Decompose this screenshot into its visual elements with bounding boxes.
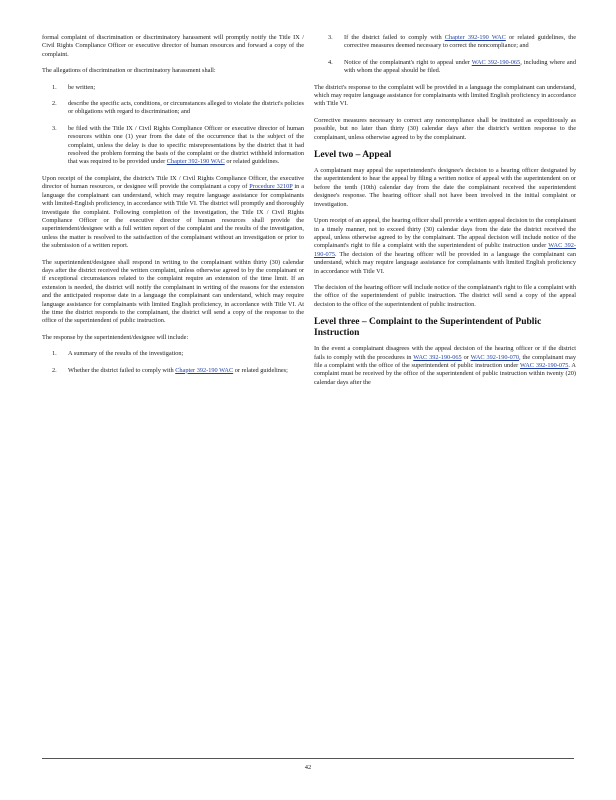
list-text: A summary of the results of the investigation; [68,350,184,358]
list-item [42,350,304,358]
list-item [314,34,576,51]
paragraph: Corrective measures necessary to correct any noncompliance shall be instituted as expeditiously as possible, but no later than thirty (30) calendar days after the district's written response to the complainant, unless otherwise agreed to by the complainant. [314,116,576,141]
text-run: . A complaint must be received by the office of the superintendent of public instruction within twenty (20) calendar days after the [314,361,576,386]
list-text: describe the specific acts, conditions, or circumstances alleged to violate the district's policies or obligations with regard to discrimination; and [68,100,304,116]
chapter-392-190-wac-link[interactable]: Chapter 392-190 WAC [175,366,234,374]
chapter-392-190-wac-link[interactable]: Chapter 392-190 WAC [444,34,506,41]
list-item [42,125,304,167]
paragraph: A complainant may appeal the superintendent's designee's decision to a hearing officer designated by the superintendent to hear the appeal by filing a written notice of appeal with the superintendent on or before the tenth (10th) calendar day from the date the complainant received the superintendent designee's response. The hearing officer shall not have been involved in the initial complaint or investigation. [314,167,576,208]
left-column [42,34,304,383]
text-run: or [461,353,471,361]
list-text: be written; [68,83,96,91]
list-number: 3. [52,124,57,132]
paragraph [314,217,576,276]
paragraph: The superintendent/designee shall respond in writing to the complainant within thirty (30) calendar days after the district received the written complaint, unless otherwise agreed to by the complainant or if exceptional circumstances related to the complaint require an extension of the time limit. If an extension is needed, the district will notify the complainant in writing of the reasons for the extension and the anticipated response date in a language the complainant can understand, which may require language assistance for complainants with limited English proficiency, in accordance with Title VI. At the time the district responds to the complainant, the district will send a copy of the response to the office of the superintendent of public instruction. [42,258,304,325]
paragraph [314,345,576,387]
list-item [314,59,576,76]
wac-392-190-075-link[interactable]: WAC 392-190-075 [519,361,569,369]
text-run: Whether the district failed to comply with [68,366,176,374]
text-run: Upon receipt of an appeal, the hearing officer shall provide a written appeal decision to the complainant in a timely manner, not to exceed thirty (30) calendar days from the date the district received the appeal, unless otherwise agreed to by the complainant. The appeal decision will include notice of the complainant's right to file a complaint with the superintendent of public instruction under [314,217,576,250]
paragraph: The decision of the hearing officer will include notice of the complainant's right to file a complaint with the office of the superintendent of public instruction. The district will send a copy of the appeal decision to the office of the superintendent of public instruction. [314,283,576,308]
list-text [68,125,304,167]
list-text [68,367,304,375]
right-column [314,34,576,395]
wac-392-190-075-link[interactable]: WAC 392-190-075 [314,242,577,258]
list-number: 4. [328,58,333,66]
list-item [42,367,304,375]
list-item [42,84,304,92]
list-number: 1. [52,83,57,91]
text-run: In the event a complainant disagrees with the appeal decision of the hearing officer or if the district fails to comply with the procedures in [314,345,576,361]
text-run: or related guidelines; [233,366,288,374]
text-run: , including where and with whom the appeal should be filed. [344,58,576,75]
text-run: If the district failed to comply with [344,34,445,41]
footer-divider [42,758,574,759]
wac-392-190-065-link[interactable]: WAC 392-190-065 [413,353,462,361]
wac-392-190-065-link[interactable]: WAC 392-190-065 [471,58,521,66]
text-run: in a language the complainant can understand, which may require language assistance for complainants with limited-English proficiency, in accordance with Title VI. The district will promptly and thoroughly investigate the complaint. Following completion of the investigation, the Title IX / Civil Rights Compliance Officer or the executive director of human resources shall provide the superintendent/designee with a full written report of the complaint and the results of the investigation, unless the matter is resolved to the satisfaction of the complainant without an investigation or prior to the submission of a written report. [42,183,304,250]
text-run: , the complainant may file a complaint with the office of the superintendent of public instruction under [314,353,576,369]
paragraph: The response by the superintendent/designee will include: [42,333,189,341]
text-run: or related guidelines, the corrective measures deemed necessary to correct the noncompliance; and [344,34,576,50]
text-run: be filed with the Title IX / Civil Rights Compliance Officer or executive director of human resources within one (1) year from the date of the occurrence that is the subject of the complaint, unless the delay is due to specific misrepresentations by the district that it had resolved the problem forming the basis of the complaint or the district withheld information that was required to be provided under [68,124,304,166]
list-number: 2. [52,100,57,108]
paragraph: The allegations of discrimination or discriminatory harassment shall: [42,67,216,75]
list-text [342,59,576,76]
text-run: Upon receipt of the complaint, the district's Title IX / Civil Rights Compliance Officer, the executive director of human resources, or designee will provide the complainant a copy of [42,174,304,191]
section-heading-level-three: Level three – Complaint to the Superintendent of Public Instruction [314,317,542,339]
page-number: 42 [304,764,312,771]
text-run: Notice of the complainant's right to appeal under [344,58,472,66]
chapter-392-190-wac-link[interactable]: Chapter 392-190 WAC [166,158,225,166]
procedure-3210p-link[interactable]: Procedure 3210P [249,183,293,191]
list-item [42,100,304,117]
paragraph: formal complaint of discrimination or discriminatory harassment will promptly notify the Title IX / Civil Rights Compliance Officer or executive director of human resources and forward a copy of the complaint. [42,34,304,58]
section-heading-level-two: Level two – Appeal [314,150,392,161]
wac-392-190-070-link[interactable]: WAC 392-190-070 [470,353,520,361]
list-number: 1. [52,350,57,358]
list-number: 2. [52,366,57,374]
list-number: 3. [328,34,333,41]
paragraph: The district's response to the complaint will be provided in a language the complainant can understand, which may require language assistance for complainants with limited English proficiency in accordance with Title VI. [314,83,576,108]
paragraph [42,175,304,251]
text-run: or related guidelines. [224,158,280,166]
text-run: . The decision of the hearing officer will be provided in a language the complainant can understand, which may require language assistance for complainants with limited English proficiency in accordance with Title VI. [314,250,576,275]
list-text [342,34,576,51]
